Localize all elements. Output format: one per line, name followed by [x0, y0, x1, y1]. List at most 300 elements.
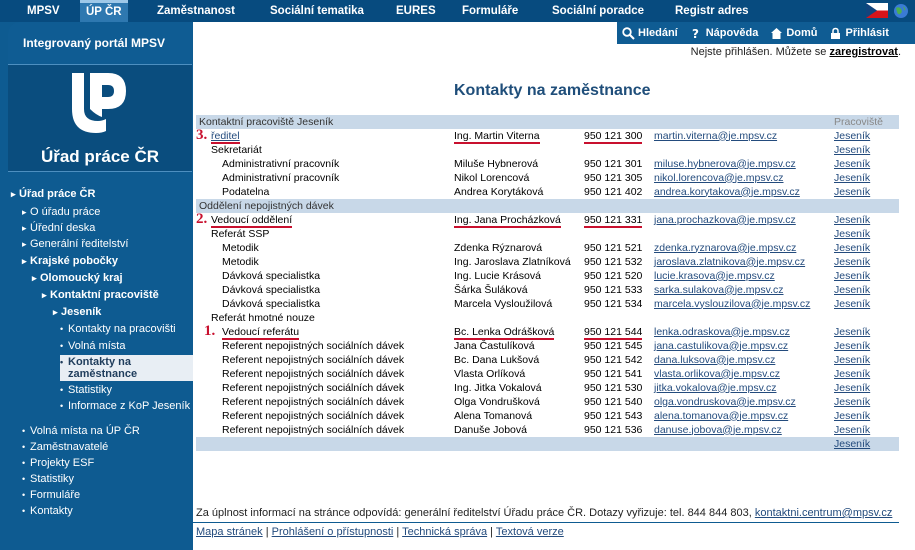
email-link-cell — [651, 409, 831, 423]
phone-number: 950 121 331 — [584, 213, 643, 226]
email-link[interactable]: lenka.odraskova@je.mpsv.cz — [654, 325, 790, 338]
topnav-mpsv[interactable]: MPSV — [27, 5, 60, 17]
phone-number-cell — [581, 185, 651, 199]
employee-name: Nikol Lorencová — [454, 171, 530, 184]
workplace-link-cell — [831, 213, 899, 227]
sidebar-item-label: O úřadu práce — [30, 206, 101, 218]
bullet-icon: • — [22, 426, 26, 436]
workplace-link[interactable]: Jeseník — [834, 269, 871, 282]
workplace-link-cell — [831, 297, 899, 311]
sidebar-item-olomoucky-kraj[interactable] — [32, 271, 123, 285]
table-row — [196, 297, 899, 311]
sidebar-item-krajske-pobocky[interactable] — [22, 254, 118, 268]
footer-responsibility — [196, 507, 892, 519]
phone-number: 950 121 533 — [584, 283, 643, 296]
topnav-eures[interactable]: EURES — [396, 5, 436, 17]
email-link[interactable]: miluse.hybnerova@je.mpsv.cz — [654, 157, 796, 170]
employee-name: Marcela Vysloužilová — [454, 297, 553, 310]
sidebar-item-uredni-deska[interactable] — [22, 221, 95, 235]
email-link-cell — [651, 143, 831, 157]
sidebar-item-kontakty-na-pracovisti[interactable] — [60, 322, 176, 336]
phone-number-cell — [581, 325, 651, 339]
column-header-pracoviste — [831, 199, 899, 213]
sidebar-item-volna-mista[interactable] — [60, 339, 125, 353]
workplace-link-cell — [831, 381, 899, 395]
role-cell — [196, 185, 451, 199]
svg-text:?: ? — [691, 26, 699, 40]
employee-name-cell — [451, 339, 581, 353]
search-button[interactable] — [622, 27, 678, 40]
workplace-link[interactable]: Jeseník — [834, 241, 871, 254]
sidebar-item-o-uradu[interactable] — [22, 205, 100, 219]
role: Dávková specialistka — [222, 297, 321, 310]
annotation-1: 1. — [204, 323, 216, 339]
sidebar-item-label: Formuláře — [30, 489, 81, 501]
workplace-link[interactable]: Jeseník — [834, 227, 871, 240]
email-link[interactable]: zdenka.ryznarova@je.mpsv.cz — [654, 241, 797, 254]
bullet-icon: • — [60, 357, 64, 367]
topnav-socialni-poradce[interactable]: Sociální poradce — [552, 5, 645, 17]
role-cell — [196, 269, 451, 283]
table-row — [196, 437, 899, 451]
phone-number-cell — [581, 213, 651, 227]
phone-number: 950 121 532 — [584, 255, 643, 268]
sidebar-item-informace-kop[interactable] — [60, 399, 190, 413]
role-cell — [196, 381, 451, 395]
table-row — [196, 143, 899, 157]
phone-number-cell — [581, 339, 651, 353]
email-link-cell — [651, 367, 831, 381]
phone-number-cell — [581, 241, 651, 255]
employee-name-cell — [451, 367, 581, 381]
table-row — [196, 227, 899, 241]
sidebar-item-formulare[interactable] — [22, 488, 80, 502]
table-row — [196, 395, 899, 409]
footer-email-link[interactable]: kontaktni.centrum@mpsv.cz — [754, 507, 893, 519]
email-link-cell — [651, 283, 831, 297]
phone-number: 950 121 542 — [584, 353, 643, 366]
role-cell — [196, 143, 451, 157]
sidebar-item-statistiky-kop[interactable] — [60, 383, 112, 397]
role: Referát hmotné nouze — [211, 311, 315, 324]
workplace-link[interactable]: Jeseník — [834, 395, 871, 408]
email-link-cell — [651, 311, 831, 325]
phone-number: 950 121 520 — [584, 269, 643, 282]
role[interactable]: ředitel — [211, 129, 240, 142]
portal-title[interactable]: Integrovaný portál MPSV — [8, 22, 192, 64]
sidebar-item-volna-mista-up[interactable] — [22, 424, 140, 438]
role-cell — [196, 157, 451, 171]
workplace-link[interactable]: Jeseník — [834, 129, 871, 142]
employee-name: Danuše Jobová — [454, 423, 527, 436]
email-link-cell — [651, 241, 831, 255]
footer-link-mapa[interactable]: Mapa stránek — [196, 526, 263, 538]
sidebar-item-label: Zaměstnavatelé — [30, 441, 109, 453]
login-label: Přihlásit — [845, 27, 889, 39]
employee-name: Bc. Lenka Odrášková — [454, 325, 555, 338]
annotation-2: 2. — [196, 211, 208, 227]
phone-number-cell — [581, 227, 651, 241]
workplace-link-cell — [831, 143, 899, 157]
email-link-cell — [651, 353, 831, 367]
phone-number: 950 121 541 — [584, 367, 643, 380]
role-cell — [196, 423, 451, 437]
email-link[interactable]: jana.prochazkova@je.mpsv.cz — [654, 213, 796, 226]
employee-name: Jana Častulíková — [454, 339, 535, 352]
phone-number: 950 121 402 — [584, 185, 643, 198]
sidebar-item-label: Projekty ESF — [30, 457, 95, 469]
bullet-icon: • — [60, 401, 64, 411]
home-label: Domů — [786, 27, 818, 39]
home-icon — [770, 27, 783, 40]
section-header-row — [196, 115, 899, 129]
workplace-link-cell — [831, 423, 899, 437]
bullet-icon: • — [22, 442, 26, 452]
footer-link-prohlaseni[interactable]: Prohlášení o přístupnosti — [271, 526, 394, 538]
employee-name-cell — [451, 437, 581, 451]
phone-number: 950 121 540 — [584, 395, 643, 408]
workplace-link-cell — [831, 227, 899, 241]
up-logo-box[interactable] — [8, 64, 192, 172]
email-link[interactable]: marcela.vyslouzilova@je.mpsv.cz — [654, 297, 811, 310]
arrow-icon: ▸ — [42, 290, 47, 300]
topnav-formulare[interactable]: Formuláře — [462, 5, 519, 17]
email-link[interactable]: dana.luksova@je.mpsv.cz — [654, 353, 776, 366]
employee-name-cell — [451, 381, 581, 395]
employee-name: Ing. Lucie Krásová — [454, 269, 541, 282]
sidebar-item-label: Úřední deska — [30, 222, 96, 234]
table-row — [196, 353, 899, 367]
sidebar-item-jesenik[interactable] — [53, 305, 101, 319]
email-link[interactable]: jana.castulikova@je.mpsv.cz — [654, 339, 789, 352]
role: Referent nepojistných sociálních dávek — [222, 423, 405, 436]
workplace-link[interactable]: Jeseník — [834, 171, 871, 184]
login-button[interactable] — [829, 27, 888, 40]
table-row — [196, 311, 899, 325]
email-link-cell — [651, 325, 831, 339]
arrow-icon: ▸ — [22, 239, 27, 249]
workplace-link-cell — [831, 395, 899, 409]
email-link-cell — [651, 157, 831, 171]
employee-name-cell — [451, 241, 581, 255]
sidebar-item-zamestnavatele[interactable] — [22, 440, 108, 454]
czech-flag-icon[interactable] — [866, 3, 888, 18]
lock-icon — [829, 27, 842, 40]
phone-number-cell — [581, 283, 651, 297]
table-row — [196, 409, 899, 423]
sidebar-item-label: Volná místa — [68, 340, 126, 352]
workplace-link-cell — [831, 241, 899, 255]
help-button[interactable] — [690, 27, 759, 40]
phone-number-cell — [581, 381, 651, 395]
employee-name-cell — [451, 269, 581, 283]
phone-number-cell — [581, 297, 651, 311]
phone-number-cell — [581, 269, 651, 283]
employee-name: Ing. Martin Viterna — [454, 129, 540, 142]
email-link[interactable]: danuse.jobova@je.mpsv.cz — [654, 423, 782, 436]
employee-name: Olga Vondrušková — [454, 395, 540, 408]
sidebar-item-kontakty[interactable] — [22, 504, 73, 518]
employee-name: Miluše Hybnerová — [454, 157, 539, 170]
bullet-icon: • — [22, 490, 26, 500]
bullet-icon: • — [60, 341, 64, 351]
role: Referent nepojistných sociálních dávek — [222, 367, 405, 380]
email-link[interactable]: olga.vondruskova@je.mpsv.cz — [654, 395, 796, 408]
role: Metodik — [222, 241, 259, 254]
workplace-link[interactable]: Jeseník — [834, 297, 871, 310]
topnav-socialni-tematika[interactable]: Sociální tematika — [270, 5, 364, 17]
role: Referát SSP — [211, 227, 270, 240]
footer-link-textova[interactable]: Textová verze — [495, 526, 564, 538]
table-row — [196, 255, 899, 269]
workplace-link[interactable]: Jeseník — [834, 143, 871, 156]
email-link[interactable]: nikol.lorencova@je.mpsv.cz — [654, 171, 784, 184]
role-cell — [196, 283, 451, 297]
employee-name: Alena Tomanová — [454, 409, 533, 422]
email-link-cell — [651, 269, 831, 283]
role: Administrativní pracovník — [222, 171, 340, 184]
sidebar-item-label: Úřad práce ČR — [19, 188, 96, 200]
bullet-icon: • — [22, 458, 26, 468]
arrow-icon: ▸ — [53, 307, 58, 317]
role-cell — [196, 367, 451, 381]
role: Metodik — [222, 255, 259, 268]
table-row — [196, 129, 899, 143]
role: Referent nepojistných sociálních dávek — [222, 353, 405, 366]
employee-name: Ing. Jana Procházková — [454, 213, 561, 226]
employee-name-cell — [451, 353, 581, 367]
role-cell — [196, 129, 451, 143]
employee-name: Bc. Dana Lukšová — [454, 353, 540, 366]
search-label: Hledání — [638, 27, 678, 39]
role: Vedoucí referátu — [222, 325, 300, 338]
email-link[interactable]: sarka.sulakova@je.mpsv.cz — [654, 283, 784, 296]
email-link-cell — [651, 213, 831, 227]
up-logo-icon — [68, 71, 128, 135]
bullet-icon: • — [22, 474, 26, 484]
email-link-cell — [651, 129, 831, 143]
workplace-link-cell — [831, 437, 899, 451]
email-link[interactable]: andrea.korytakova@je.mpsv.cz — [654, 185, 800, 198]
arrow-icon: ▸ — [32, 273, 37, 283]
workplace-link-cell — [831, 353, 899, 367]
phone-number: 950 121 534 — [584, 297, 643, 310]
sidebar-item-label: Olomoucký kraj — [40, 272, 123, 284]
sidebar-item-label: Kontakty na zaměstnance — [68, 356, 138, 380]
employee-name: Ing. Jitka Vokalová — [454, 381, 542, 394]
phone-number: 950 121 543 — [584, 409, 643, 422]
sidebar-item-generalni-reditelstvi[interactable] — [22, 237, 128, 251]
phone-number: 950 121 301 — [584, 157, 643, 170]
role-cell — [196, 255, 451, 269]
role-cell — [196, 311, 451, 325]
workplace-link[interactable]: Jeseník — [834, 157, 871, 170]
phone-number-cell — [581, 157, 651, 171]
employee-name-cell — [451, 297, 581, 311]
phone-number-cell — [581, 171, 651, 185]
employee-name: Vlasta Orlíková — [454, 367, 526, 380]
employee-name-cell — [451, 395, 581, 409]
footer-text: Za úplnost informací na stránce odpovídá: generální ředitelství Úřadu práce ČR. Dotazy vyřizuje: tel. 844 844 803, — [196, 507, 755, 519]
globe-icon[interactable] — [893, 3, 909, 19]
workplace-link-cell — [831, 367, 899, 381]
workplace-link[interactable]: Jeseník — [834, 185, 871, 198]
employee-name-cell — [451, 311, 581, 325]
table-row — [196, 241, 899, 255]
workplace-link[interactable]: Jeseník — [834, 423, 871, 436]
home-button[interactable] — [770, 27, 817, 40]
role-cell — [196, 297, 451, 311]
role: Dávková specialistka — [222, 283, 321, 296]
topnav-zamestnanost[interactable]: Zaměstnanost — [157, 5, 235, 17]
sidebar-item-kontakty-na-zamestnance[interactable] — [60, 355, 193, 381]
email-link-cell — [651, 381, 831, 395]
footer-links: Mapa stránek | Prohlášení o přístupnosti | Technická správa | Textová verze — [196, 526, 564, 538]
phone-number: 950 121 545 — [584, 339, 643, 352]
topnav-registr-adres[interactable]: Registr adres — [675, 5, 749, 17]
workplace-link[interactable]: Jeseník — [834, 409, 871, 422]
phone-number-cell — [581, 409, 651, 423]
phone-number-cell — [581, 367, 651, 381]
sidebar-item-label: Krajské pobočky — [30, 255, 119, 267]
arrow-icon: ▸ — [22, 207, 27, 217]
sidebar-item-statistiky[interactable] — [22, 472, 74, 486]
employee-name: Andrea Korytáková — [454, 185, 544, 198]
role-cell — [196, 437, 451, 451]
role: Vedoucí oddělení — [211, 213, 293, 226]
email-link-cell — [651, 185, 831, 199]
email-link-cell — [651, 423, 831, 437]
employee-name-cell — [451, 157, 581, 171]
email-link-cell — [651, 297, 831, 311]
email-link[interactable]: vlasta.orlikova@je.mpsv.cz — [654, 367, 780, 380]
login-status — [691, 46, 901, 58]
register-link[interactable]: zaregistrovat — [829, 46, 898, 58]
bullet-icon: • — [60, 324, 64, 334]
phone-number: 950 121 544 — [584, 325, 643, 338]
contacts-table — [196, 115, 899, 451]
role-cell — [196, 241, 451, 255]
bullet-icon: • — [22, 506, 26, 516]
employee-name-cell — [451, 283, 581, 297]
sidebar-item-kontaktni-pracoviste[interactable] — [42, 288, 159, 302]
sidebar-item-urad-prace[interactable] — [11, 187, 95, 201]
email-link-cell — [651, 339, 831, 353]
sidebar-item-label: Kontakty — [30, 505, 73, 517]
workplace-link-cell — [831, 269, 899, 283]
workplace-link[interactable]: Jeseník — [834, 325, 871, 338]
sidebar-item-label: Generální ředitelství — [30, 238, 129, 250]
workplace-link-cell — [831, 157, 899, 171]
email-link-cell — [651, 437, 831, 451]
workplace-link-cell — [831, 255, 899, 269]
employee-name: Zdenka Rýznarová — [454, 241, 543, 254]
table-row — [196, 171, 899, 185]
office-title: Úřad práce ČR — [40, 147, 160, 166]
email-link-cell — [651, 171, 831, 185]
role: Dávková specialistka — [222, 269, 321, 282]
section-header-row — [196, 199, 899, 213]
arrow-icon: ▸ — [22, 256, 27, 266]
section-title: Oddělení nepojistných dávek — [196, 199, 831, 213]
workplace-link-cell — [831, 311, 899, 325]
page-title: Kontakty na zaměstnance — [454, 82, 651, 99]
employee-name-cell — [451, 143, 581, 157]
table-row — [196, 381, 899, 395]
utility-toolbar — [617, 22, 915, 44]
workplace-link[interactable]: Jeseník — [834, 353, 871, 366]
workplace-link[interactable]: Jeseník — [834, 381, 871, 394]
workplace-link-cell — [831, 325, 899, 339]
sidebar-item-label: Volná místa na ÚP ČR — [30, 425, 140, 437]
email-link[interactable]: jaroslava.zlatnikova@je.mpsv.cz — [654, 255, 806, 268]
annotation-3: 3. — [196, 127, 208, 143]
employee-name-cell — [451, 409, 581, 423]
phone-number-cell — [581, 129, 651, 143]
phone-number: 950 121 305 — [584, 171, 643, 184]
role-cell — [196, 325, 451, 339]
email-link-cell — [651, 255, 831, 269]
table-row — [196, 157, 899, 171]
workplace-link-cell — [831, 409, 899, 423]
table-row — [196, 269, 899, 283]
email-link-cell — [651, 227, 831, 241]
sidebar-item-label: Statistiky — [68, 384, 113, 396]
sidebar-item-label: Informace z KoP Jeseník — [68, 400, 191, 412]
email-link[interactable]: martin.viterna@je.mpsv.cz — [654, 129, 778, 142]
employee-name: Ing. Jaroslava Zlatníková — [454, 255, 571, 268]
role-cell — [196, 395, 451, 409]
search-icon — [622, 27, 635, 40]
phone-number: 950 121 300 — [584, 129, 643, 142]
table-row — [196, 185, 899, 199]
workplace-link[interactable]: Jeseník — [834, 255, 871, 268]
sidebar-item-projekty-esf[interactable] — [22, 456, 94, 470]
help-icon — [690, 27, 703, 40]
workplace-link[interactable]: Jeseník — [834, 213, 871, 226]
table-row — [196, 367, 899, 381]
employee-name-cell — [451, 213, 581, 227]
table-row — [196, 423, 899, 437]
workplace-link-cell — [831, 129, 899, 143]
phone-number: 950 121 530 — [584, 381, 643, 394]
phone-number-cell — [581, 395, 651, 409]
email-link[interactable]: jitka.vokalova@je.mpsv.cz — [654, 381, 777, 394]
sidebar-item-label: Jeseník — [61, 306, 102, 318]
footer-link-technicka[interactable]: Technická správa — [402, 526, 488, 538]
topnav-up-cr[interactable]: ÚP ČR — [80, 0, 128, 22]
employee-name-cell — [451, 227, 581, 241]
sidebar-item-label: Kontakty na pracovišti — [68, 323, 176, 335]
employee-name-cell — [451, 255, 581, 269]
workplace-link[interactable]: Jeseník — [834, 339, 871, 352]
email-link[interactable]: lucie.krasova@je.mpsv.cz — [654, 269, 775, 282]
phone-number-cell — [581, 353, 651, 367]
top-navigation — [0, 0, 915, 22]
employee-name-cell — [451, 325, 581, 339]
role-cell — [196, 213, 451, 227]
role: Sekretariát — [211, 143, 262, 156]
role: Referent nepojistných sociálních dávek — [222, 409, 405, 422]
workplace-link-cell — [831, 171, 899, 185]
workplace-link[interactable]: Jeseník — [834, 437, 871, 450]
workplace-link[interactable]: Jeseník — [834, 367, 871, 380]
email-link[interactable]: alena.tomanova@je.mpsv.cz — [654, 409, 789, 422]
login-status-end: . — [897, 46, 901, 58]
role: Podatelna — [222, 185, 270, 198]
workplace-link[interactable]: Jeseník — [834, 283, 871, 296]
help-label: Nápověda — [705, 27, 759, 39]
